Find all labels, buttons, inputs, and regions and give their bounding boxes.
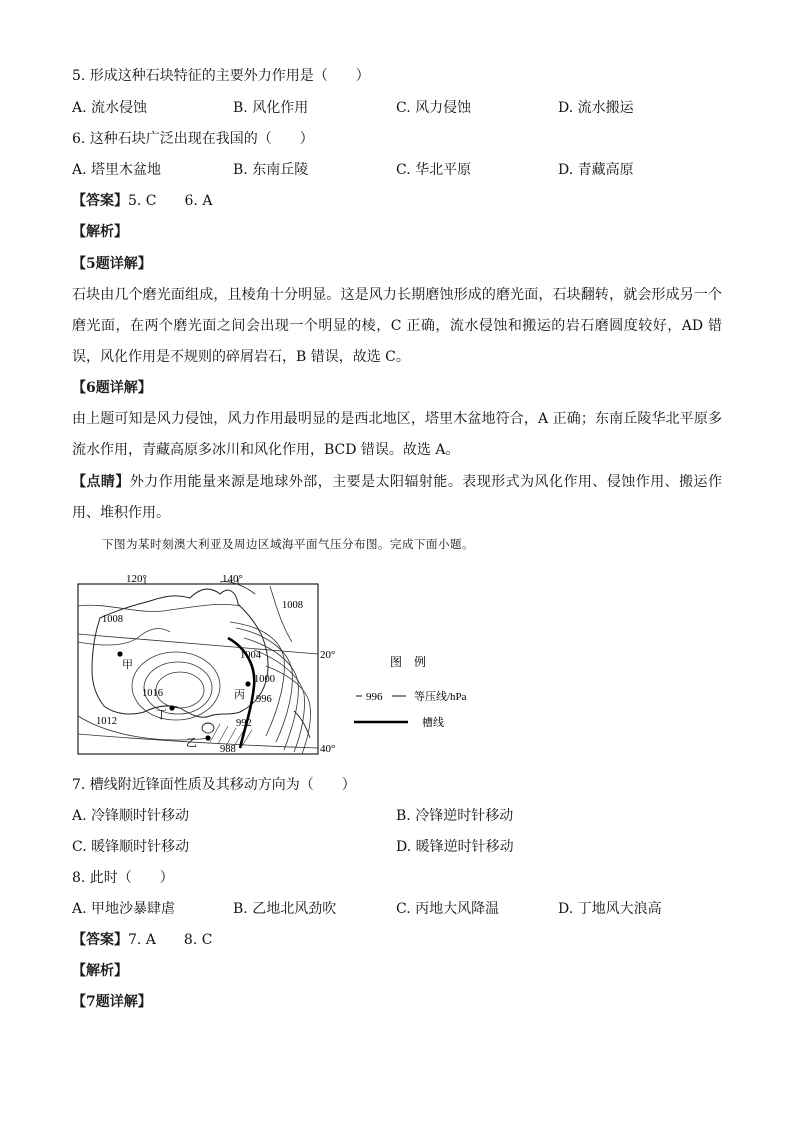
map-intro: 下图为某时刻澳大利亚及周边区域海平面气压分布图。完成下面小题。 — [102, 537, 474, 551]
q7-option-c: C. 暖锋顺时针移动 — [72, 839, 190, 855]
q7-option-a: A. 冷锋顺时针移动 — [72, 808, 190, 824]
q6-option-d: D. 青藏高原 — [558, 162, 634, 178]
lon-140-label: 140° — [222, 573, 243, 585]
q6-stem: 6. 这种石块广泛出现在我国的（ ） — [72, 131, 314, 147]
latitude-40-line — [78, 734, 318, 748]
answer-block-1 — [72, 191, 212, 211]
q8-option-a: A. 甲地沙暴肆虐 — [72, 901, 176, 917]
legend-trough-label: 槽线 — [422, 717, 444, 729]
analysis-tag-2: 【解析】 — [72, 963, 128, 979]
place-ding: 丁 — [156, 709, 167, 721]
q5-option-d: D. 流水搬运 — [558, 100, 634, 116]
place-bing: 丙 — [234, 689, 245, 701]
q7-stem: 7. 槽线附近锋面性质及其移动方向为（ ） — [72, 777, 356, 793]
q7-option-b: B. 冷锋逆时针移动 — [396, 808, 514, 824]
detail-6-tag: 【6题详解】 — [72, 380, 152, 396]
isobar-label-988: 988 — [220, 744, 236, 755]
q6-option-c: C. 华北平原 — [396, 162, 472, 178]
q8-option-c: C. 丙地大风降温 — [396, 901, 500, 917]
tip-text: 外力作用能量来源是地球外部，主要是太阳辐射能。表现形式为风化作用、侵蚀作用、搬运作用、堆积作用。 — [72, 474, 723, 521]
q5-option-b: B. 风化作用 — [233, 100, 309, 116]
lat-40-label: 40° — [320, 743, 336, 755]
place-yi: 乙 — [186, 737, 197, 749]
isobar-label-992: 992 — [236, 718, 252, 729]
answer-tag: 【答案】 — [72, 193, 128, 209]
detail-7-tag: 【7题详解】 — [72, 994, 152, 1010]
isobar-label-1012: 1012 — [96, 716, 117, 727]
place-jia: 甲 — [122, 659, 133, 671]
q5-option-c: C. 风力侵蚀 — [396, 100, 472, 116]
answer-text: 5. C 6. A — [128, 193, 213, 209]
detail-5-tag: 【5题详解】 — [72, 256, 152, 272]
q7-option-d: D. 暖锋逆时针移动 — [396, 839, 514, 855]
q5-stem: 5. 形成这种石块特征的主要外力作用是（ ） — [72, 68, 370, 84]
answer-tag-2: 【答案】 — [72, 932, 128, 948]
detail-5-text: 石块由几个磨光面组成，且棱角十分明显。这是风力长期磨蚀形成的磨光面，石块翻转，就会形成另一个磨光面，在两个磨光面之间会出现一个明显的棱，C 正确，流水侵蚀和搬运的岩石磨圆度较好，AD 错误，风化作用是不规则的碎屑岩石，B 错误，故选 C。 — [72, 287, 722, 365]
legend-isobar-value: 996 — [366, 691, 383, 703]
q6-option-a: A. 塔里木盆地 — [72, 162, 162, 178]
isobar-label-1008-west: 1008 — [102, 614, 123, 625]
q8-option-d: D. 丁地风大浪高 — [558, 901, 662, 917]
q8-option-b: B. 乙地北风劲吹 — [233, 901, 337, 917]
answer-text-2: 7. A 8. C — [128, 932, 213, 948]
q6-option-b: B. 东南丘陵 — [233, 162, 309, 178]
isobar-label-996: 996 — [256, 694, 272, 705]
tip-block — [72, 467, 722, 529]
legend-isobar-label: 等压线/hPa — [414, 691, 467, 703]
pressure-map — [70, 566, 510, 766]
answer-block-2 — [72, 930, 212, 950]
isobar-label-1004: 1004 — [240, 650, 261, 661]
tip-tag: 【点睛】 — [72, 474, 130, 490]
detail-6-text: 由上题可知是风力侵蚀，风力作用最明显的是西北地区，塔里木盆地符合，A 正确；东南丘陵华北平原多流水作用，青藏高原多冰川和风化作用，BCD 错误。故选 A。 — [72, 411, 722, 458]
isobar-label-1016: 1016 — [142, 688, 163, 699]
legend-title: 图 例 — [390, 655, 427, 669]
q8-stem: 8. 此时（ ） — [72, 870, 174, 886]
lon-120-label: 120° — [126, 573, 147, 585]
isobar-label-1008-east: 1008 — [282, 600, 303, 611]
analysis-tag: 【解析】 — [72, 224, 128, 240]
lat-20-label: 20° — [320, 649, 336, 661]
q5-option-a: A. 流水侵蚀 — [72, 100, 148, 116]
isobar-label-1000: 1000 — [254, 674, 275, 685]
